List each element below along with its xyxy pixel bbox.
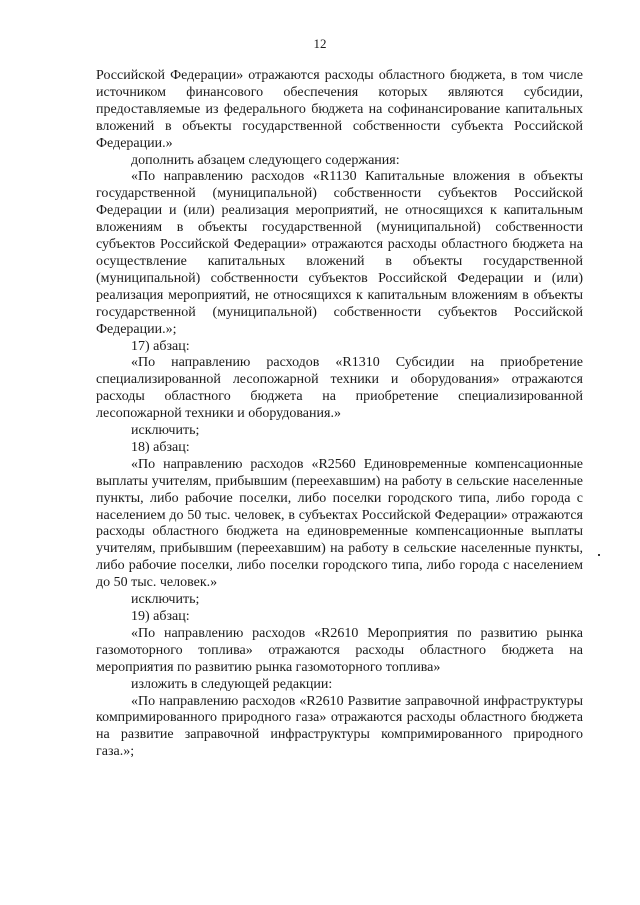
paragraph: Российской Федерации» отражаются расходы областного бюджета, в том числе источником финансового обеспечения которых являются субсидии, предоставляемые из федерального бюджета на софинансирование капитальных вложений в объекты государственной собственности субъекта Российской Федерации.» xyxy=(96,68,583,151)
paragraph: исключить; xyxy=(131,592,200,608)
page-number: 12 xyxy=(313,36,327,51)
paragraph: исключить; xyxy=(131,423,200,439)
paragraph: «По направлению расходов «R2610 Мероприятия по развитию рынка газомоторного топлива» отражаются расходы областного бюджета на мероприятия по развитию рынка газомоторного топлива» xyxy=(96,625,583,675)
paragraph: «По направлению расходов «R1130 Капитальные вложения в объекты государственной (муниципальной) собственности субъектов Российской Федерации и (или) реализация мероприятий, не относящихся к капитальным вложениям в объекты государственной (муниципальной) собственности субъектов Российской Федерации» отражаются расходы областного бюджета на осуществление капитальных вложений в объекты государственной (муниципальной) собственности субъектов Российской Федерации и (или) реализация мероприятий, не относящихся к капитальным вложениям в объекты государственной (муниципальной) собственности субъектов Российской Федерации.»; xyxy=(96,169,583,337)
paragraph: «По направлению расходов «R2610 Развитие заправочной инфраструктуры компримированного природного газа» отражаются расходы областного бюджета на развитие заправочной инфраструктуры компримированного природного газа.»; xyxy=(96,693,583,760)
paragraph: «По направлению расходов «R1310 Субсидии на приобретение специализированной лесопожарной техники и оборудования» отражаются расходы областного бюджета на приобретение специализированной лесопожарной техники и оборудования.» xyxy=(96,355,583,422)
paragraph: 17) абзац: xyxy=(131,338,190,354)
paragraph: дополнить абзацем следующего содержания: xyxy=(131,152,400,168)
document-body xyxy=(96,68,583,761)
paragraph: 18) абзац: xyxy=(131,439,190,455)
paragraph: «По направлению расходов «R2560 Единовременные компенсационные выплаты учителям, прибывшим (переехавшим) на работу в сельские населенные пункты, либо рабочие поселки, либо поселки городского типа, либо города с населением до 50 тыс. человек, в субъектах Российской Федерации» отражаются расходы областного бюджета на единовременные компенсационные выплаты учителям, прибывшим (переехавшим) на работу в сельские населенные пункты, либо рабочие поселки, либо поселки городского типа, либо города с населением до 50 тыс. человек.» xyxy=(96,456,583,591)
paragraph: изложить в следующей редакции: xyxy=(131,676,333,692)
scan-speck xyxy=(598,554,600,556)
paragraph: 19) абзац: xyxy=(131,609,190,624)
